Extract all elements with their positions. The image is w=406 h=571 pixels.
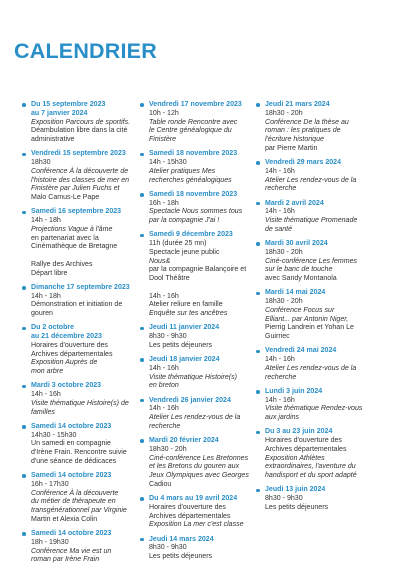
event-line: Départ libre (31, 269, 68, 277)
event-date: Samedi 18 novembre 2023 (149, 190, 238, 198)
event-line: Atelier Les rendez-vous de la (265, 176, 357, 184)
event-line: recherches généalogiques (149, 176, 232, 184)
event-line: l'écriture historique (265, 136, 324, 143)
event-line: 18h30 - 20h (265, 248, 303, 256)
event-line: par la compagnie J'ai ! (149, 217, 220, 224)
event-line: Finistère (149, 136, 177, 143)
event-line: recherche (149, 422, 181, 430)
event-line: 14h - 15h30 (149, 159, 187, 166)
event-line: Ciné-conférence Les Bretonnes (149, 454, 249, 462)
event-date: Mardi 3 octobre 2023 (31, 382, 102, 390)
calendar-event (22, 284, 138, 319)
event-line: Atelier reliure en famille (149, 301, 223, 309)
event-line: Démonstration et initiation de (31, 301, 123, 309)
calendar-event (140, 437, 258, 490)
event-date: Du 4 mars au 19 avril 2024 (149, 495, 238, 502)
event-line: Spectacle jeune public (149, 248, 220, 256)
event-line: Nous& (149, 257, 171, 265)
calendar-event (140, 101, 258, 145)
event-line: du métier de thérapeute en (31, 498, 116, 506)
event-line: Guirriec (265, 333, 290, 340)
event-date: Du 3 au 23 juin 2024 (265, 428, 333, 436)
event-date: Samedi 18 novembre 2023 (149, 150, 238, 158)
calendar-event (22, 423, 138, 467)
event-line: 10h - 12h (149, 109, 179, 117)
event-date: Vendredi 15 septembre 2023 (31, 150, 126, 158)
calendar-event (256, 347, 384, 382)
event-line: 18h30 - 20h (265, 109, 303, 117)
page-title: CALENDRIER (14, 39, 157, 63)
event-line: 14h - 16h (265, 356, 295, 363)
event-line: 14h - 18h (31, 217, 61, 224)
event-line: Atelier Les rendez-vous de la (265, 364, 357, 372)
calendar-event (22, 208, 138, 278)
event-line: 14h - 16h (149, 292, 179, 300)
event-date: au 7 janvier 2024 (31, 109, 88, 117)
event-line: Cadiou (149, 480, 172, 488)
event-line: et les Bretons du gouren aux (149, 463, 240, 471)
calendar-event (22, 150, 138, 203)
event-date: Samedi 14 octobre 2023 (31, 530, 112, 537)
event-line: aux jardins (265, 414, 300, 421)
event-line: 14h - 16h (31, 391, 61, 398)
event-date: Samedi 14 octobre 2023 (31, 422, 112, 430)
event-date: Jeudi 18 janvier 2024 (149, 356, 220, 363)
event-line: Les petits déjeuners (149, 553, 213, 560)
event-line: Finistère par Julien Fuchs et (31, 185, 120, 193)
event-line: par Pierre Martin (265, 144, 318, 152)
calendar-event (140, 231, 258, 319)
calendar-event (140, 536, 258, 562)
event-line: Conférence De la thèse au (265, 118, 349, 126)
event-line: Conférence Ma vie est un (31, 547, 112, 555)
event-line: Exposition Athlètes (265, 454, 325, 462)
event-line: 14h - 16h (149, 364, 179, 372)
calendar-event (256, 240, 384, 284)
event-line: 8h30 - 9h30 (149, 333, 187, 340)
calendar-event (22, 472, 138, 525)
calendar-event (256, 159, 384, 194)
calendar-event (22, 324, 138, 377)
event-line: Elliant... par Antonin Niger, (265, 315, 349, 323)
event-line: Les petits déjeuners (265, 503, 329, 511)
event-line: familles (31, 408, 55, 416)
event-line: Atelier pratiques Mes (149, 167, 216, 175)
event-line: d'une séance de dédicaces (31, 457, 117, 465)
event-line: Visite thématique Histoire(s) de (31, 399, 129, 407)
event-line: Dool Théâtre (149, 275, 190, 282)
event-date: Mardi 30 avril 2024 (265, 240, 328, 247)
event-line: Malo Camus-Le Pape (31, 194, 100, 201)
calendar-event (256, 428, 384, 481)
event-date: Samedi 14 octobre 2023 (31, 472, 112, 479)
event-line: Conférence À la découverte de (31, 167, 129, 175)
event-line: Horaires d'ouverture des (265, 437, 342, 444)
event-line: Enquête sur tes ancêtres (149, 310, 228, 317)
event-line: Déambulation libre dans la cité (31, 127, 128, 135)
event-date: Dimanche 17 septembre 2023 (31, 283, 130, 291)
event-line: 8h30 - 9h30 (265, 495, 303, 502)
calendar-event (140, 324, 258, 350)
event-line: mon arbre (31, 368, 64, 375)
event-line: Jeux Olympiques avec Georges (149, 472, 249, 479)
event-line: en breton (149, 382, 179, 390)
calendar-event (140, 191, 258, 226)
event-line: d'Irène Frain. Rencontre suivie (31, 449, 127, 456)
event-line: 14h - 16h (265, 208, 295, 216)
event-date: Vendredi 17 novembre 2023 (149, 101, 242, 108)
event-date: Du 15 septembre 2023 (31, 101, 106, 108)
calendar-event (22, 382, 138, 417)
event-date: Jeudi 11 janvier 2024 (149, 324, 220, 332)
event-line: 16h - 18h (149, 199, 179, 207)
event-line: recherche (265, 185, 297, 193)
event-line: Ciné-conférence Les femmes (265, 257, 358, 265)
event-line: Conférence Focus sur (265, 306, 335, 314)
calendar-column-1 (22, 101, 138, 571)
calendar-event (140, 150, 258, 185)
event-line: recherche (265, 373, 297, 381)
event-line: gouren (31, 310, 53, 317)
event-line: Projections Vague à l'âme (31, 225, 113, 233)
event-line: roman par Irène Frain (31, 556, 100, 564)
event-date: Jeudi 13 juin 2024 (265, 486, 326, 494)
event-line: 14h - 18h (31, 292, 61, 300)
event-line: Horaires d'ouverture des (149, 503, 226, 511)
event-date: Vendredi 29 mars 2024 (265, 159, 341, 166)
event-line: Table ronde Rencontre avec (149, 118, 238, 126)
event-line: 18h30 - 20h (149, 445, 187, 453)
event-line: Conférence À la découverte (31, 489, 119, 497)
event-line: handisport et du sport adapté (265, 472, 357, 479)
event-line: transgénérationnel par Virginie (31, 507, 127, 514)
event-line: Archives départementales (149, 512, 231, 520)
event-line: Archives départementales (31, 350, 113, 358)
event-date: Samedi 16 septembre 2023 (31, 208, 122, 216)
calendar-event (22, 530, 138, 565)
event-line: 14h - 16h (149, 405, 179, 413)
event-line: 18h30 - 20h (265, 298, 303, 305)
event-line: Visite thématique Rendez-vous (265, 405, 363, 413)
calendar-column-3 (256, 101, 384, 518)
calendar-event (140, 356, 258, 391)
event-line: l'histoire des classes de mer en (31, 176, 130, 184)
event-line: Atelier Les rendez-vous de la (149, 414, 241, 421)
event-line: Spectacle Nous sommes tous (149, 208, 243, 216)
event-date: Mardi 14 mai 2024 (265, 289, 326, 297)
event-line: Un samedi en compagnie (31, 440, 111, 448)
event-line: Visite thématique Promenade (265, 217, 358, 224)
calendar-event (22, 101, 138, 145)
calendar-event (256, 388, 384, 423)
event-line: 18h - 19h30 (31, 538, 69, 546)
event-line: Exposition La mer c'est classe (149, 521, 244, 529)
event-line: administrative (31, 136, 75, 143)
event-line: roman : les pratiques de (265, 127, 341, 135)
event-line: 14h30 - 15h30 (31, 431, 77, 439)
event-date: Mardi 2 avril 2024 (265, 199, 324, 207)
event-line: 18h30 (31, 159, 51, 166)
event-line: Les petits déjeuners (149, 341, 213, 349)
event-date: Vendredi 24 mai 2024 (265, 347, 337, 355)
event-line: Pierrig Landrein et Yohan Le (265, 324, 354, 332)
event-line: 11h (durée 25 mn) (149, 240, 207, 247)
event-line: Visite thématique Histoire(s) (149, 373, 237, 381)
event-line: 8h30 - 9h30 (149, 544, 187, 552)
event-date: Lundi 3 juin 2024 (265, 387, 323, 395)
event-date: Jeudi 21 mars 2024 (265, 101, 330, 108)
event-date: Mardi 20 février 2024 (149, 437, 219, 444)
event-date: Du 2 octobre (31, 324, 75, 332)
event-line: par la compagnie Balançoire et (149, 266, 247, 274)
event-line: sur le banc de touche (265, 266, 333, 274)
calendar-column-2 (140, 101, 258, 567)
event-date: au 21 décembre 2023 (31, 333, 102, 340)
calendar-event (140, 397, 258, 432)
calendar-event (256, 200, 384, 235)
event-line: 14h - 16h (265, 396, 295, 404)
event-date: Samedi 9 décembre 2023 (149, 231, 233, 239)
event-line: Horaires d'ouverture des (31, 341, 108, 349)
event-line: 14h - 16h (265, 167, 295, 175)
event-line: Archives départementales (265, 445, 347, 453)
event-line: 16h - 17h30 (31, 480, 69, 488)
event-date: Jeudi 14 mars 2024 (149, 535, 214, 543)
event-line: Exposition Parcours de sportifs. (31, 118, 131, 126)
event-line: Martin et Alexia Colin (31, 515, 98, 523)
calendar-event (256, 486, 384, 512)
event-line: Exposition Auprès de (31, 359, 98, 367)
calendar-event (256, 289, 384, 342)
event-line: Cinémathèque de Bretagne (31, 243, 118, 251)
event-line: le Centre généalogique du (149, 127, 232, 135)
event-line: de santé (265, 225, 293, 233)
event-line: en partenariat avec la (31, 234, 99, 242)
calendar-event (256, 101, 384, 154)
event-line: Rallye des Archives (31, 260, 93, 268)
event-line: avec Sandy Montanola (265, 275, 337, 282)
calendar-event (140, 495, 258, 530)
event-date: Vendredi 26 janvier 2024 (149, 396, 231, 404)
event-line: extraordinaires, l'aventure du (265, 463, 356, 471)
